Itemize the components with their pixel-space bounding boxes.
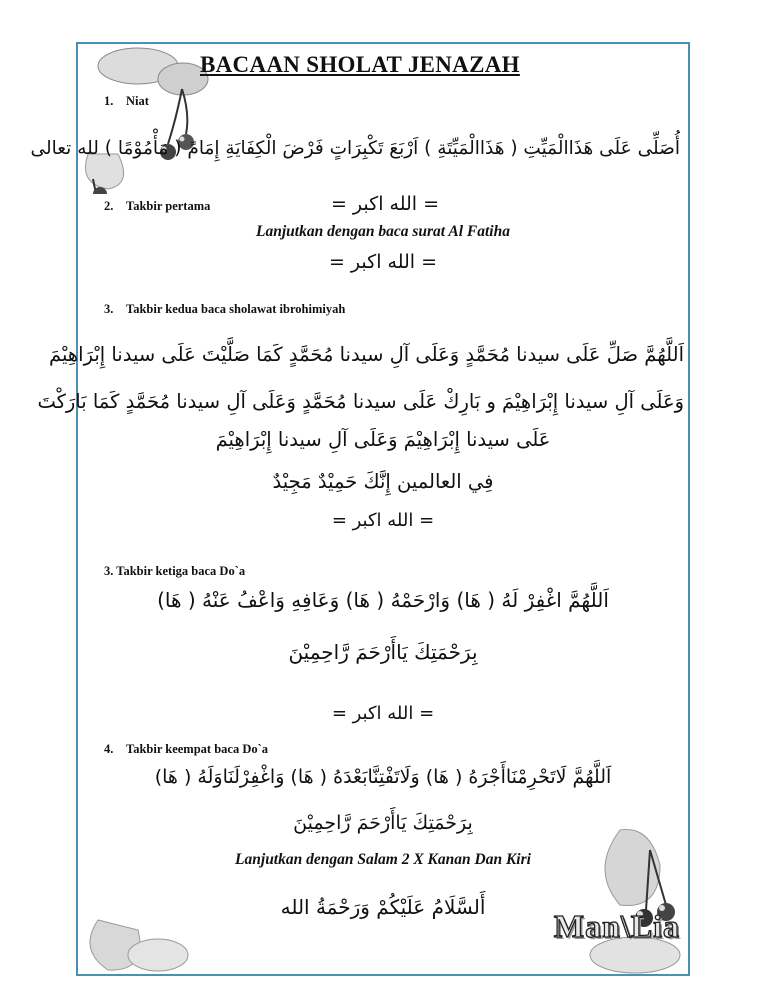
section-label-text: Takbir keempat baca Do`a (126, 742, 269, 756)
section-number: 1. (104, 94, 114, 108)
salam-instruction: Lanjutkan dengan Salam 2 X Kanan Dan Kiri (235, 851, 531, 868)
doa-ketiga-line: بِرَحْمَتِكَ يَاأَرْحَمَ رَّاحِمِيْنَ (288, 640, 478, 664)
sholawat-line: اَللَّهُمَّ صَلِّ عَلَى سيدنا مُحَمَّدٍ وَعَلَى آلِ سيدنا مُحَمَّدٍ كَمَا صَلَّيْتَ عَلَى سيدنا إِبْرَاهِيْمَ (49, 343, 684, 366)
section-label-text: Takbir pertama (126, 199, 211, 213)
sholawat-line: فِي العالمين إِنَّكَ حَمِيْدٌ مَجِيْدٌ (272, 470, 494, 493)
section-label-text: Takbir kedua baca sholawat ibrohimiyah (126, 302, 346, 316)
sholawat-line: وَعَلَى آلِ سيدنا إِبْرَاهِيْمَ و بَارِكْ عَلَى سيدنا مُحَمَّدٍ وَعَلَى آلِ سيدنا مُحَمَّدٍ كَمَا بَارَكْتَ (37, 390, 684, 413)
page-title: BACAAN SHOLAT JENAZAH (200, 52, 520, 77)
doa-ketiga-line: اَللَّهُمَّ اغْفِرْ لَهُ ( هَا) وَارْحَمْهُ ( هَا) وَعَافِهِ وَاعْفُ عَنْهُ ( هَا) (157, 588, 609, 612)
takbir-ketiga-closing: = الله اكبر = (331, 703, 435, 724)
section-number: 2. (104, 199, 114, 213)
section-label-takbir-keempat (104, 742, 268, 757)
section-label-text: Takbir ketiga baca Do`a (116, 564, 246, 578)
al-fatiha-instruction: Lanjutkan dengan baca surat Al Fatiha (256, 223, 510, 240)
section-label-takbir-ketiga (104, 564, 245, 579)
brand-watermark: Man\Lia (553, 908, 680, 944)
takbir-pertama-arabic: = الله اكبر = (330, 193, 440, 215)
section-number: 3. (104, 564, 114, 578)
section-label-niat (104, 94, 149, 109)
section-number: 3. (104, 302, 114, 316)
takbir-pertama-closing: = الله اكبر = (328, 251, 438, 273)
takbir-kedua-closing: = الله اكبر = (331, 510, 435, 531)
doa-keempat-line: بِرَحْمَتِكَ يَاأَرْحَمَ رَّاحِمِيْنَ (293, 812, 473, 834)
fruit-decoration-bottom-right (580, 810, 688, 975)
salam-arabic: أَلسَّلَامُ عَلَيْكُمْ وَرَحْمَةُ الله (280, 895, 486, 919)
niat-arabic-text: أُصَلِّى عَلَى هَذَاالْمَيِّتِ ( هَذَاالْمَيِّتَةِ ) اَرْبَعَ تَكْبِرَاتٍ فَرْضَ الْكِفَايَةِ إِمَامً ( مَأْمُوْمًا ) لله تعالى (30, 138, 680, 159)
section-label-takbir-kedua (104, 302, 345, 317)
section-label-text: Niat (126, 94, 149, 108)
sholawat-line: عَلَى سيدنا إِبْرَاهِيْمَ وَعَلَى آلِ سيدنا إِبْرَاهِيْمَ (215, 428, 551, 451)
doa-keempat-line: اَللَّهُمَّ لَاتَحْرِمْنَاأَجْرَهُ ( هَا) وَلَاتَفْتِنَّابَعْدَهُ ( هَا) وَاغْفِرْلَنَاوَلَهُ ( هَا) (154, 766, 612, 788)
fruit-decoration-top (78, 44, 218, 194)
section-label-takbir-pertama (104, 199, 210, 214)
section-number: 4. (104, 742, 114, 756)
